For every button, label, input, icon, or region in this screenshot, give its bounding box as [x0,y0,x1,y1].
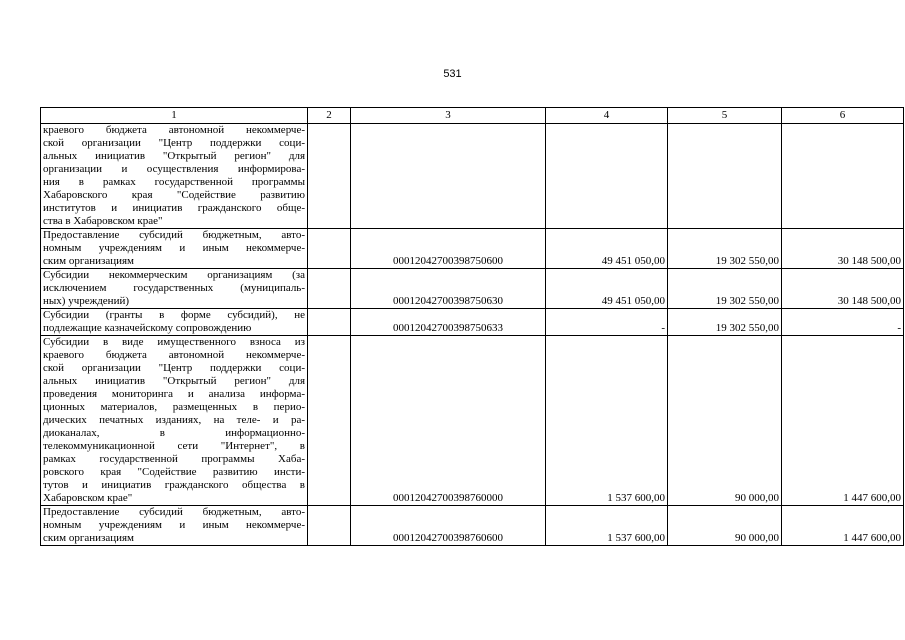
table-row [41,336,904,506]
row-amount-col5 [668,124,782,229]
row-col-2 [308,309,351,336]
description-line: номным учреждениям и иным некоммерче- [43,519,305,531]
header-row [41,108,904,124]
row-code: 00012042700398760600 [351,506,546,546]
description-line: ским организациям [43,532,135,544]
row-description [41,124,308,229]
description-line: институтов и инициатив гражданского обще- [43,202,305,214]
header-col-4: 4 [546,108,668,124]
row-code: 00012042700398750600 [351,229,546,269]
description-line: номным учреждениям и иным некоммерче- [43,242,305,254]
row-amount-col5: 19 302 550,00 [668,229,782,269]
table-row [41,506,904,546]
header-col-5: 5 [668,108,782,124]
row-amount-col4 [546,124,668,229]
header-col-2: 2 [308,108,351,124]
row-code: 00012042700398760000 [351,336,546,506]
table-row [41,124,904,229]
row-col-2 [308,269,351,309]
description-line: подлежащие казначейскому сопровождению [43,322,252,334]
description-line: Субсидии некоммерческим организациям (за [43,269,305,281]
table-body [41,124,904,546]
row-description [41,269,308,309]
row-description [41,336,308,506]
description-line: Предоставление субсидий бюджетным, авто- [43,506,305,518]
row-col-2 [308,124,351,229]
description-line: проведения мониторинга и анализа информа- [43,388,305,400]
description-line: дических печатных изданиях, на теле- и ра- [43,414,305,426]
description-line: тутов и инициатив гражданского общества в [43,479,305,491]
row-description [41,309,308,336]
description-line: Субсидии (гранты в форме субсидий), не [43,309,305,321]
row-description [41,229,308,269]
budget-table [40,107,904,546]
header-col-3: 3 [351,108,546,124]
description-line: Субсидии в виде имущественного взноса из [43,336,305,348]
description-line: краевого бюджета автономной некоммерче- [43,349,305,361]
description-line: организации и осуществления информирова- [43,163,305,175]
row-amount-col6: 30 148 500,00 [782,269,904,309]
description-line: рамках государственной программы Хаба- [43,453,305,465]
description-line: альных инициатив "Открытый регион" для [43,375,305,387]
header-col-6: 6 [782,108,904,124]
row-code: 00012042700398750633 [351,309,546,336]
row-amount-col5: 19 302 550,00 [668,309,782,336]
row-amount-col5: 19 302 550,00 [668,269,782,309]
header-col-1: 1 [41,108,308,124]
row-col-2 [308,336,351,506]
row-amount-col6: - [782,309,904,336]
description-line: диоканалах, в информационно- [43,427,305,439]
row-amount-col4: 49 451 050,00 [546,229,668,269]
row-code: 00012042700398750630 [351,269,546,309]
description-line: ния в рамках государственной программы [43,176,305,188]
description-line: ных) учреждений) [43,295,130,307]
description-line: ционных материалов, размещенных в перио- [43,401,305,413]
page-number: 531 [443,68,462,80]
description-line: краевого бюджета автономной некоммерче- [43,124,305,136]
description-line: телекоммуникационной сети "Интернет", в [43,440,305,452]
description-line: ства в Хабаровском крае" [43,215,163,227]
table-row [41,229,904,269]
row-col-2 [308,229,351,269]
row-description [41,506,308,546]
table-row [41,309,904,336]
row-amount-col4: 1 537 600,00 [546,336,668,506]
row-code [351,124,546,229]
description-line: Хабаровском крае" [43,492,133,504]
description-line: ской организации "Центр поддержки соци- [43,362,305,374]
row-col-2 [308,506,351,546]
row-amount-col4: - [546,309,668,336]
description-line: ским организациям [43,255,135,267]
table-row [41,269,904,309]
row-amount-col4: 49 451 050,00 [546,269,668,309]
row-amount-col6: 30 148 500,00 [782,229,904,269]
description-line: Хабаровского края "Содействие развитию [43,189,305,201]
description-line: альных инициатив "Открытый регион" для [43,150,305,162]
row-amount-col5: 90 000,00 [668,506,782,546]
row-amount-col6: 1 447 600,00 [782,506,904,546]
description-line: ской организации "Центр поддержки соци- [43,137,305,149]
row-amount-col4: 1 537 600,00 [546,506,668,546]
description-line: ровского края "Содействие развитию инсти- [43,466,305,478]
row-amount-col6 [782,124,904,229]
row-amount-col6: 1 447 600,00 [782,336,904,506]
row-amount-col5: 90 000,00 [668,336,782,506]
description-line: исключением государственных (муниципаль- [43,282,305,294]
description-line: Предоставление субсидий бюджетным, авто- [43,229,305,241]
